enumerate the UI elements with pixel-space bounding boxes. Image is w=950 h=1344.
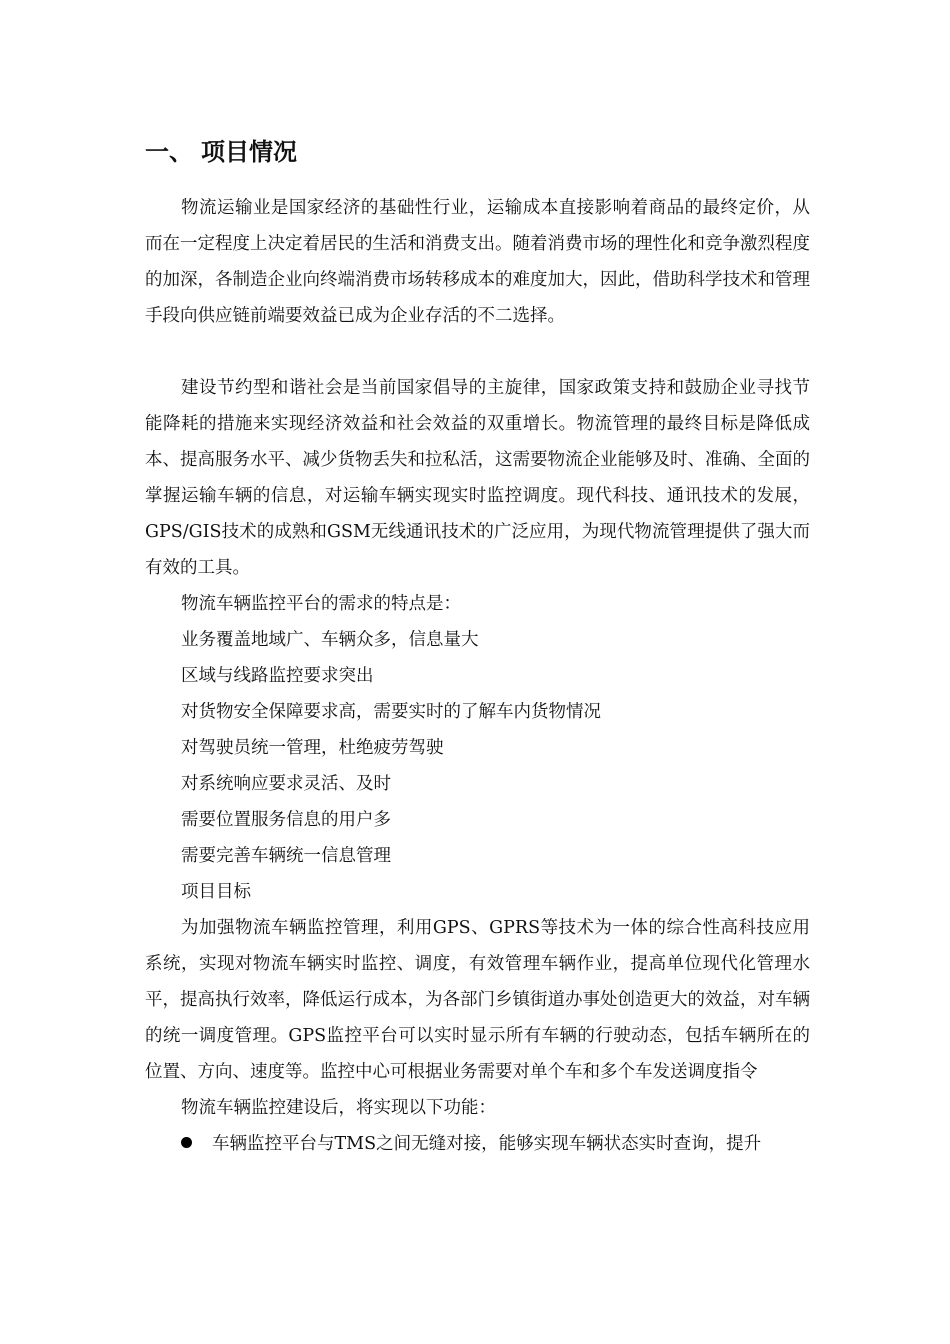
requirement-item: 区域与线路监控要求突出 [181, 666, 374, 686]
paragraph-gap [145, 334, 810, 370]
document-page [145, 132, 810, 1162]
goal-label: 项目目标 [181, 882, 251, 902]
requirement-item: 需要位置服务信息的用户多 [181, 810, 391, 830]
requirement-item: 对驾驶员统一管理，杜绝疲劳驾驶 [181, 738, 444, 758]
requirement-item: 需要完善车辆统一信息管理 [181, 846, 391, 866]
requirement-item: 对系统响应要求灵活、及时 [181, 774, 391, 794]
requirements-intro: 物流车辆监控平台的需求的特点是： [181, 594, 461, 614]
goal-paragraph: 为加强物流车辆监控管理，利用GPS、GPRS等技术为一体的综合性高科技应用系统，实现对物流车辆实时监控、调度，有效管理车辆作业，提高单位现代化管理水平，提高执行效率，降低运行成本，为各部门乡镇街道办事处创造更大的效益，对车辆的统一调度管理。GPS监控平台可以实时显示所有车辆的行驶动态，包括车辆所在的位置、方向、速度等。监控中心可根据业务需要对单个车和多个车发送调度指令 [145, 918, 810, 1082]
requirement-item: 对货物安全保障要求高，需要实时的了解车内货物情况 [181, 702, 601, 722]
section-heading [145, 132, 810, 172]
paragraph-policy: 建设节约型和谐社会是当前国家倡导的主旋律，国家政策支持和鼓励企业寻找节能降耗的措施来实现经济效益和社会效益的双重增长。物流管理的最终目标是降低成本、提高服务水平、减少货物丢失和拉私活，这需要物流企业能够及时、准确、全面的掌握运输车辆的信息，对运输车辆实现实时监控调度。现代科技、通讯技术的发展，GPS/GIS技术的成熟和GSM无线通讯技术的广泛应用，为现代物流管理提供了强大而有效的工具。 [145, 378, 810, 578]
function-bullet-item [145, 1126, 810, 1162]
section-number: 一、 [145, 138, 193, 166]
paragraph-industry: 物流运输业是国家经济的基础性行业，运输成本直接影响着商品的最终定价，从而在一定程度上决定着居民的生活和消费支出。随着消费市场的理性化和竞争激烈程度的加深，各制造企业向终端消费市场转移成本的难度加大，因此，借助科学技术和管理手段向供应链前端要效益已成为企业存活的不二选择。 [145, 198, 810, 326]
requirement-item: 业务覆盖地域广、车辆众多，信息量大 [181, 630, 479, 650]
functions-intro: 物流车辆监控建设后，将实现以下功能： [181, 1098, 496, 1118]
function-bullet-text: 车辆监控平台与TMS之间无缝对接，能够实现车辆状态实时查询，提升 [212, 1134, 762, 1154]
bullet-dot-icon [181, 1137, 192, 1148]
section-title: 项目情况 [201, 138, 297, 166]
